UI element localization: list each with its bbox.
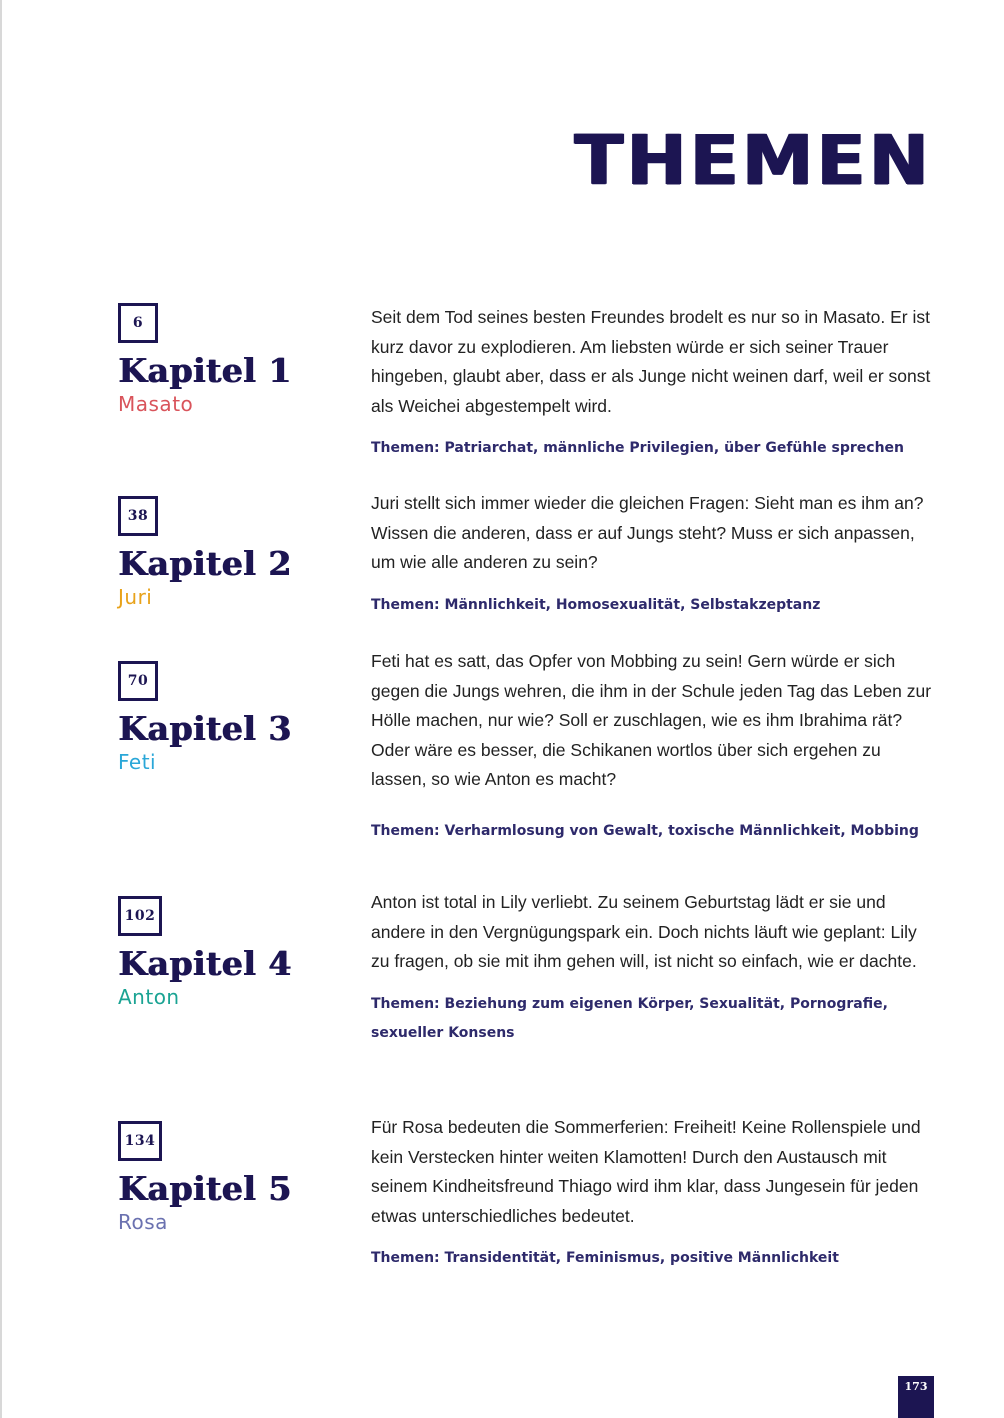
chapter-description: Anton ist total in Lily verliebt. Zu seinem Geburtstag lädt er sie und andere in den Vergnügungspark ein. Doch nichts läuft wie geplant: Lily zu fragen, ob sie mit ihm gehen will, ist nicht so einfach, wie er dachte. (371, 892, 917, 971)
chapter-description: Seit dem Tod seines besten Freundes brodelt es nur so in Masato. Er ist kurz davor zu explodieren. Am liebsten würde er sich seiner Trauer hingeben, glaubt aber, dass er als Junge nicht weinen darf, weil er sonst als Weichei abgestempelt wird. (371, 307, 931, 416)
chapter-title: Kapitel 4 (118, 944, 292, 983)
chapter-character-name: Masato (118, 392, 194, 416)
chapter-description: Juri stellt sich immer wieder die gleichen Fragen: Sieht man es ihm an? Wissen die anderen, dass er auf Jungs steht? Muss er sich anpassen, um wie alle anderen zu sein? (371, 493, 924, 572)
chapter-text-block (371, 647, 936, 846)
chapter-themes: Themen: Verharmlosung von Gewalt, toxische Männlichkeit, Mobbing (371, 822, 919, 839)
page-title: THEMEN (574, 120, 932, 200)
chapter-title: Kapitel 1 (118, 351, 292, 390)
chapter-description: Für Rosa bedeuten die Sommerferien: Freiheit! Keine Rollenspiele und kein Verstecken hinter weiten Klamotten! Durch den Austausch mit seinem Kindheitsfreund Thiago wird ihm klar, dass Jungesein für jeden etwas unterschiedliches bedeutet. (371, 1117, 921, 1226)
chapter-themes: Themen: Transidentität, Feminismus, positive Männlichkeit (371, 1250, 839, 1266)
page-edge-rule (0, 0, 2, 1418)
chapter-page-number: 102 (118, 896, 162, 936)
chapter-heading-block (118, 303, 348, 417)
chapter-page-number: 70 (118, 661, 158, 701)
chapter-themes: Themen: Patriarchat, männliche Privilegien, über Gefühle sprechen (371, 440, 904, 456)
chapter-character-name: Anton (118, 985, 180, 1009)
chapter-page-number: 6 (118, 303, 158, 343)
chapter-themes: Themen: Männlichkeit, Homosexualität, Selbstakzeptanz (371, 596, 821, 613)
chapter-page-number: 134 (118, 1121, 162, 1161)
chapter-heading-block (118, 896, 348, 1010)
chapter-page-number: 38 (118, 496, 158, 536)
chapter-title: Kapitel 3 (118, 709, 292, 748)
chapter-themes: Themen: Beziehung zum eigenen Körper, Sexualität, Pornografie, sexueller Konsens (371, 995, 888, 1041)
chapter-character-name: Juri (118, 585, 153, 609)
page-number-folio: 173 (898, 1376, 934, 1418)
chapter-text-block (371, 1113, 936, 1273)
chapter-text-block (371, 489, 936, 620)
chapter-character-name: Rosa (118, 1210, 168, 1234)
chapter-description: Feti hat es satt, das Opfer von Mobbing zu sein! Gern würde er sich gegen die Jungs wehren, die ihm in der Schule jeden Tag das Leben zur Hölle machen, nur wie? Soll er zuschlagen, wie es ihm Ibrahima rät? Oder wäre es besser, die Schikanen wortlos über sich ergehen zu lassen, so wie Anton es macht? (371, 651, 932, 789)
chapter-text-block (371, 303, 936, 463)
chapter-heading-block (118, 661, 348, 775)
chapter-text-block (371, 888, 936, 1048)
chapter-title: Kapitel 2 (118, 544, 292, 583)
chapter-title: Kapitel 5 (118, 1169, 292, 1208)
chapter-character-name: Feti (118, 750, 157, 774)
chapter-heading-block (118, 1121, 348, 1235)
chapter-heading-block (118, 496, 348, 610)
